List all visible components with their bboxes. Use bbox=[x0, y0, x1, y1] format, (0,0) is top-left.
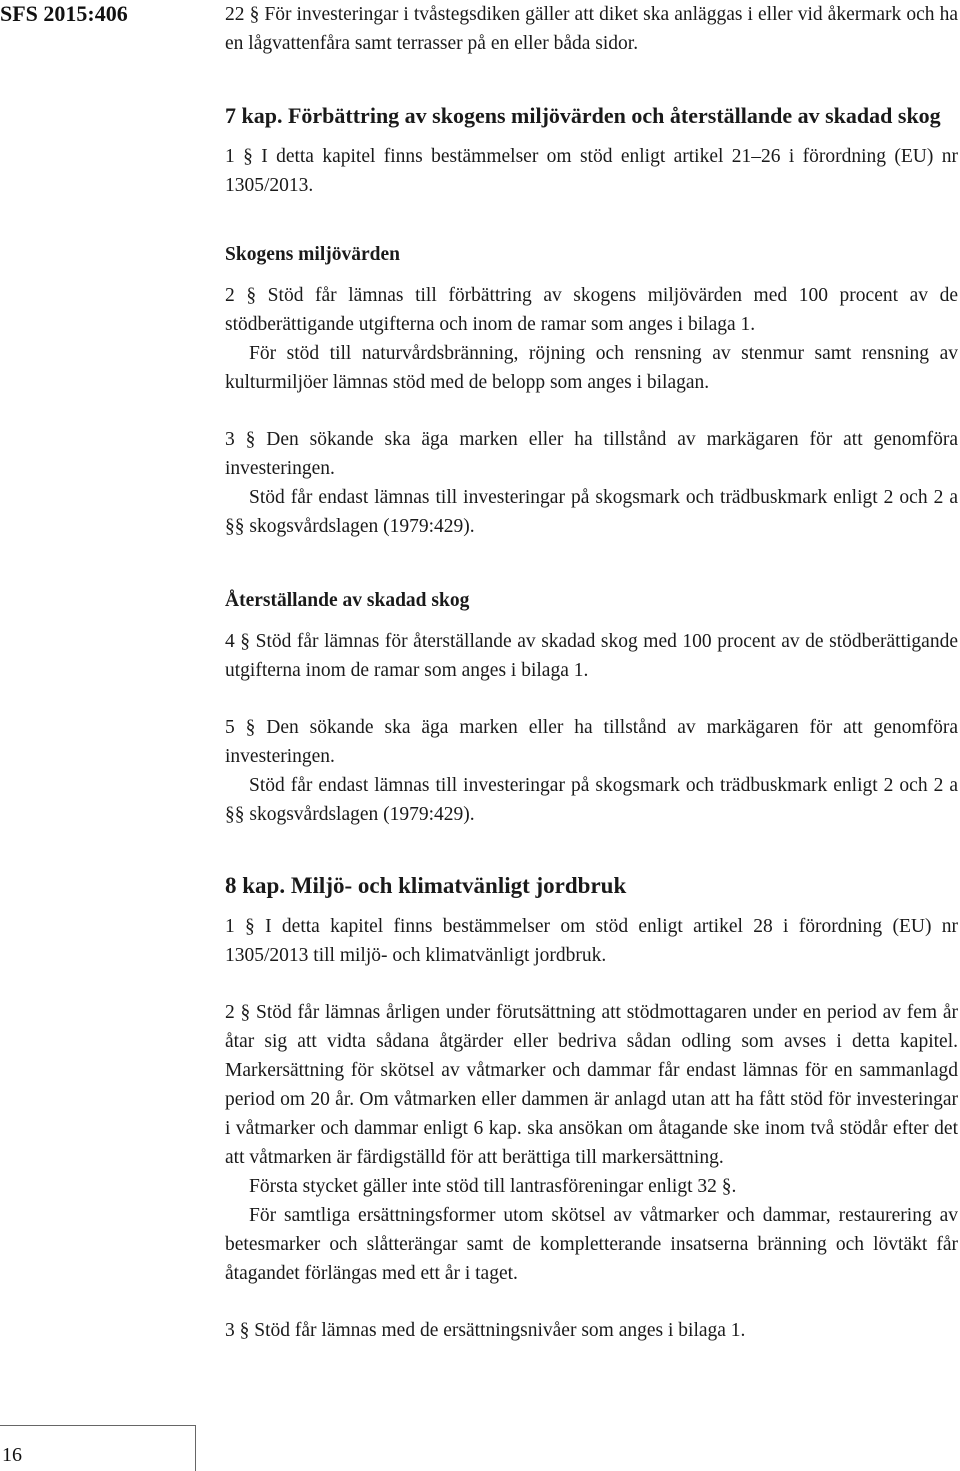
chapter-7-heading: 7 kap. Förbättring av skogens miljövärden och återställande av skadad skog bbox=[225, 103, 941, 128]
subheading-aterstallande: Återställande av skadad skog bbox=[225, 590, 470, 611]
ch7-section-4: 4 § Stöd får lämnas för återställande av skadad skog med 100 procent av de stödberättigande utgifterna inom de ramar som anges i bilaga 1. bbox=[225, 631, 958, 681]
ch8-section-2-para-3: För samtliga ersättningsformer utom skötsel av våtmarker och dammar, restaurering av betesmarker och slåtterängar samt de kompletterande insatserna bränning och lövtäkt får åtagandet förlängas med ett år i taget. bbox=[225, 1205, 958, 1284]
ch7-section-1: 1 § I detta kapitel finns bestämmelser om stöd enligt artikel 21–26 i förordning (EU) nr 1305/2013. bbox=[225, 146, 958, 196]
ch8-section-2: 2 § Stöd får lämnas årligen under förutsättning att stödmottagaren under en period av fem år åtar sig att vidta sådana åtgärder eller bedriva sådan odling som avses i detta kapitel. Markersättning för skötsel av våtmarker och dammar får endast lämnas för en sammanlagd period om 20 år. Om våtmarken eller dammen är anlagd utan att ha fått stöd för investeringar i våtmarker och dammar enligt 6 kap. ska ansökan om åtagande ske inom två stödår efter det att våtmarken är färdigställd för att berättiga till markersättning. bbox=[225, 1002, 958, 1168]
chapter-8-heading: 8 kap. Miljö- och klimatvänligt jordbruk bbox=[225, 873, 627, 898]
ch7-section-2: 2 § Stöd får lämnas till förbättring av skogens miljövärden med 100 procent av de stödberättigande utgifterna och inom de ramar som anges i bilaga 1. bbox=[225, 285, 958, 335]
paragraph-6-22: 22 § För investeringar i tvåstegsdiken gäller att diket ska anläggas i eller vid åkermark och ha en lågvattenfåra samt terrasser på en eller båda sidor. bbox=[225, 4, 958, 54]
ch7-section-2-para-2: För stöd till naturvårdsbränning, röjning och rensning av stenmur samt rensning av kulturmiljöer lämnas stöd med de belopp som anges i bilagan. bbox=[225, 343, 958, 393]
footer-rule-vertical bbox=[195, 1425, 196, 1471]
page-number: 16 bbox=[2, 1444, 22, 1466]
ch7-section-5-para-2: Stöd får endast lämnas till investeringar på skogsmark och trädbuskmark enligt 2 och 2 a §§ skogsvårdslagen (1979:429). bbox=[225, 775, 958, 825]
ch7-section-5: 5 § Den sökande ska äga marken eller ha tillstånd av markägaren för att genomföra investeringen. bbox=[225, 717, 958, 767]
ch8-section-3: 3 § Stöd får lämnas med de ersättningsnivåer som anges i bilaga 1. bbox=[225, 1320, 746, 1341]
footer-rule-horizontal bbox=[0, 1425, 196, 1426]
ch8-section-2-para-2: Första stycket gäller inte stöd till lantrasföreningar enligt 32 §. bbox=[249, 1176, 737, 1197]
subheading-skogens-miljovarden: Skogens miljövärden bbox=[225, 244, 400, 265]
document-body bbox=[225, 0, 958, 1345]
ch7-section-3: 3 § Den sökande ska äga marken eller ha tillstånd av markägaren för att genomföra investeringen. bbox=[225, 429, 958, 479]
ch8-section-1: 1 § I detta kapitel finns bestämmelser om stöd enligt artikel 28 i förordning (EU) nr 1305/2013 till miljö- och klimatvänligt jordbruk. bbox=[225, 916, 958, 966]
ch7-section-3-para-2: Stöd får endast lämnas till investeringar på skogsmark och trädbuskmark enligt 2 och 2 a §§ skogsvårdslagen (1979:429). bbox=[225, 487, 958, 537]
sfs-reference: SFS 2015:406 bbox=[0, 1, 128, 26]
